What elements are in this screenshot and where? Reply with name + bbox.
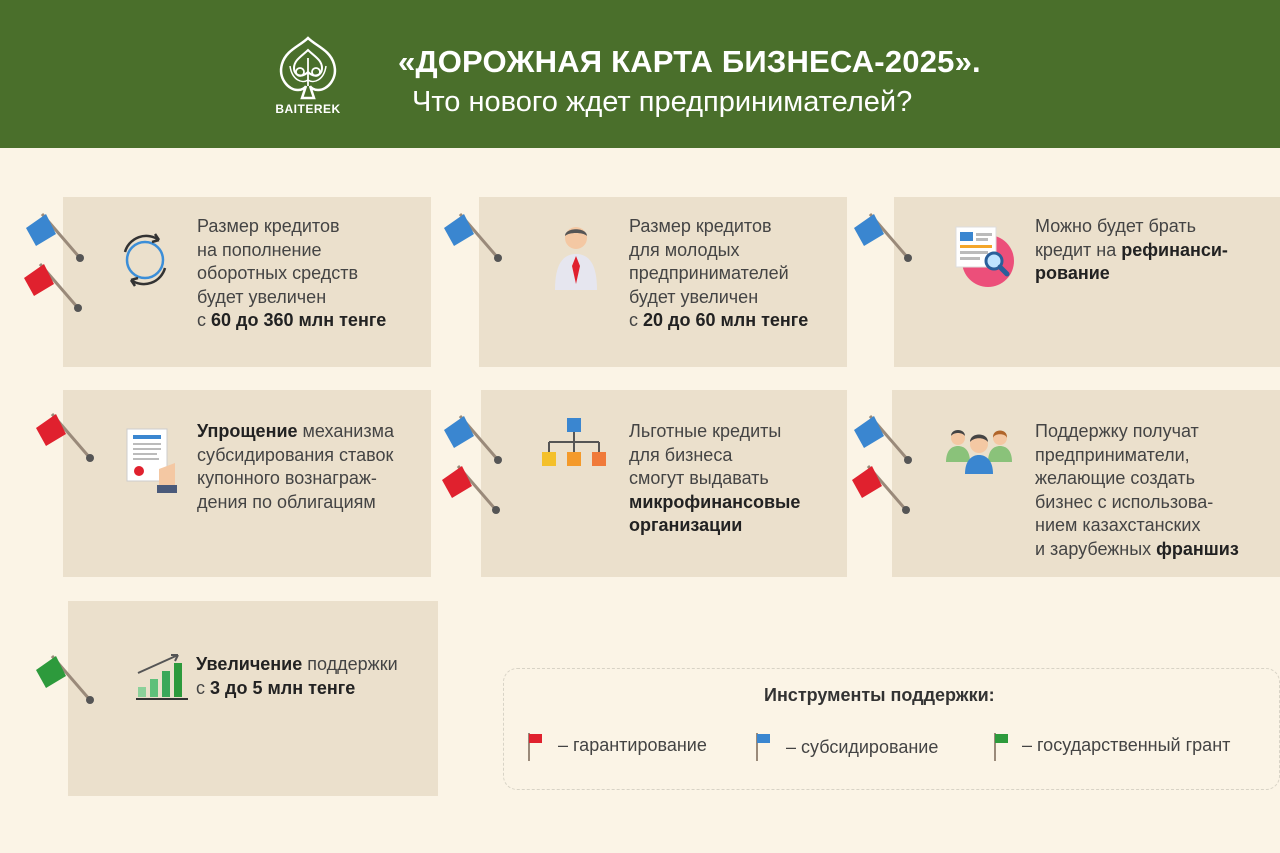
growth-chart-icon (134, 651, 190, 703)
baiterek-logo (272, 36, 344, 122)
support-tools-legend (503, 668, 1280, 790)
page-subtitle: Что нового ждет предпринимателей? (412, 86, 913, 118)
refresh-circle-icon (115, 230, 175, 290)
card-text: Льготные кредиты для бизнеса смогут выдавать микрофинансовые организации (629, 421, 801, 535)
blue-flag-icon (852, 208, 914, 266)
page-title: «ДОРОЖНАЯ КАРТА БИЗНЕСА-2025». (398, 44, 981, 79)
card-young-entrepreneurs-loans (479, 197, 847, 367)
legend-title: Инструменты поддержки: (764, 685, 995, 705)
card-microfinance (481, 390, 847, 577)
card-text: Поддержку получат предприниматели, желающие создать бизнес с использова- нием казахстанских и зарубежных франшиз (1035, 421, 1239, 559)
legend-item-grant: – государственный грант (1022, 735, 1231, 755)
team-icon (944, 426, 1014, 476)
card-bond-subsidies (63, 390, 431, 577)
green-flag-icon (34, 650, 96, 708)
green-flag-icon (992, 731, 1010, 763)
legend-item-subsidy: – субсидирование (786, 737, 939, 757)
blue-flag-icon (754, 731, 772, 763)
certificate-icon (125, 425, 177, 495)
card-text: Можно будет брать кредит на рефинанси- рование (1035, 216, 1228, 283)
red-flag-icon (850, 460, 912, 518)
card-text: Упрощение механизма субсидирования ставок купонного вознаграж- дения по облигациям (197, 421, 394, 512)
logo-text: BAITEREK (275, 102, 341, 116)
card-text: Размер кредитов для молодых предпринимателей будет увеличен с 20 до 60 млн тенге (629, 216, 809, 330)
card-text: Размер кредитов на пополнение оборотных средств будет увеличен с 60 до 360 млн тенге (197, 216, 387, 330)
red-flag-icon (34, 408, 96, 466)
card-franchise-support (892, 390, 1280, 577)
red-flag-icon (440, 460, 502, 518)
red-flag-icon (526, 731, 544, 763)
document-search-icon (954, 223, 1014, 287)
card-text: Увеличение поддержки с 3 до 5 млн тенге (196, 654, 398, 698)
businessman-icon (551, 222, 601, 292)
blue-flag-icon (442, 208, 504, 266)
card-working-capital-loans (63, 197, 431, 367)
card-grant-increase (68, 601, 438, 796)
header-banner (0, 0, 1280, 148)
card-refinancing (894, 197, 1280, 367)
legend-item-guarantee: – гарантирование (558, 735, 707, 755)
org-chart-icon (539, 416, 611, 478)
red-flag-icon (22, 258, 84, 316)
baiterek-tree-icon (272, 36, 344, 100)
